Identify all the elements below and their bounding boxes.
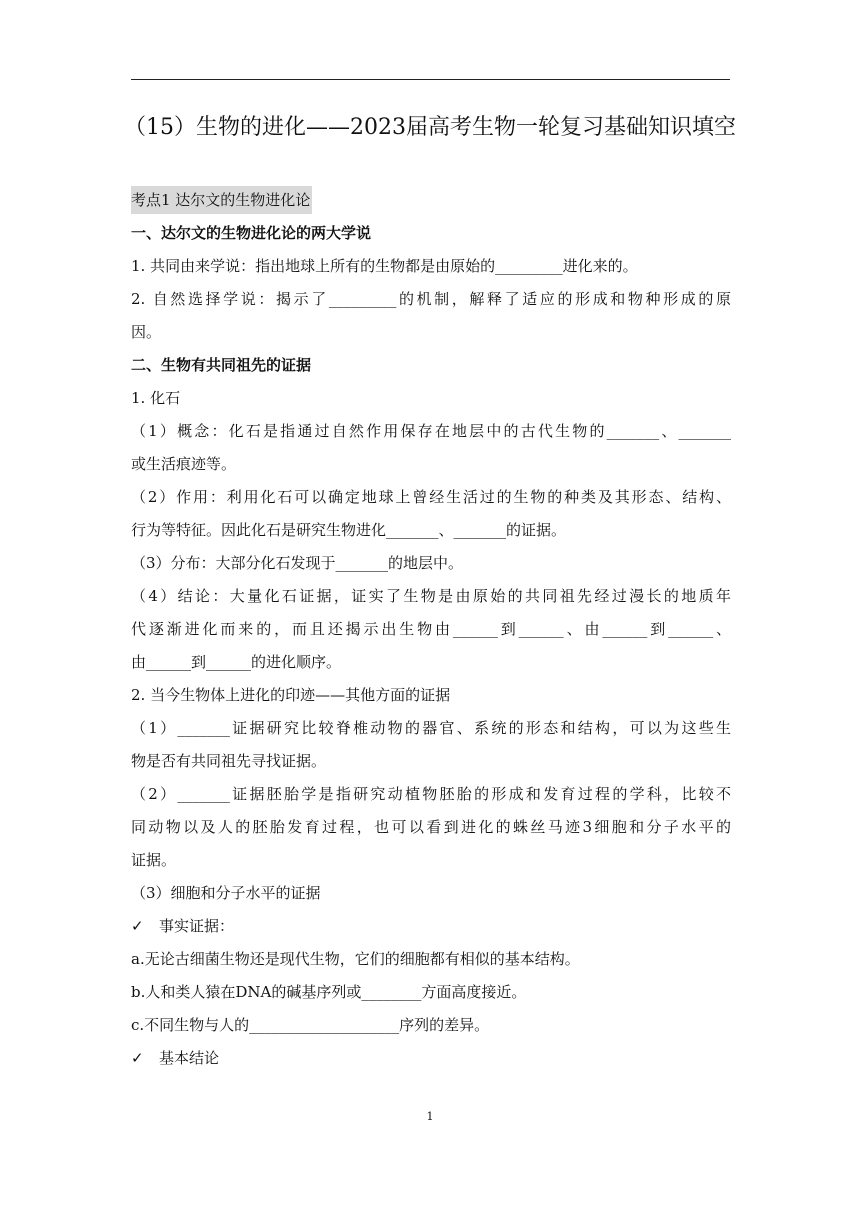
text-line [131, 1042, 731, 1075]
text-line: （4）结论：大量化石证据，证实了生物是由原始的共同祖先经过漫长的地质年 [131, 587, 731, 605]
text-line [131, 910, 731, 943]
text-line: c.不同生物与人的____________________序列的差异。 [131, 1016, 490, 1034]
text-line: （1）概念：化石是指通过自然作用保存在地层中的古代生物的_______、_______ [131, 422, 731, 440]
page-number: 1 [426, 1110, 434, 1123]
text-line: 物是否有共同祖先寻找证据。 [131, 752, 327, 770]
text-line: （2）_______证据胚胎学是指研究动植物胚胎的形成和发育过程的学科，比较不 [131, 785, 731, 803]
document-body [131, 184, 731, 1075]
text-line: 同动物以及人的胚胎发育过程，也可以看到进化的蛛丝马迹3细胞和分子水平的 [131, 818, 731, 836]
bullet-text: 事实证据： [159, 917, 235, 935]
text-line: 二、生物有共同祖先的证据 [131, 356, 312, 374]
document-title: （15）生物的进化——2023届高考生物一轮复习基础知识填空 [124, 115, 736, 140]
text-line: 行为等特征。因此化石是研究生物进化_______、_______的证据。 [131, 521, 567, 539]
text-line: （2）作用：利用化石可以确定地球上曾经生活过的生物的种类及其形态、结构、 [131, 488, 731, 506]
text-line [131, 184, 731, 217]
text-line: b.人和类人猿在DNA的碱基序列或________方面高度接近。 [131, 983, 527, 1001]
checkmark-icon: ✓ [131, 1049, 144, 1067]
text-line: 代逐渐进化而来的，而且还揭示出生物由______到______、由______到______、 [131, 620, 731, 638]
text-line: 1. 化石 [131, 389, 181, 407]
text-line: 由______到______的进化顺序。 [131, 653, 342, 671]
text-line: 1. 共同由来学说：指出地球上所有的生物都是由原始的_________进化来的。 [131, 257, 638, 275]
text-line: 证据。 [131, 851, 177, 869]
text-line: 因。 [131, 323, 162, 341]
text-line: a.无论古细菌生物还是现代生物，它们的细胞都有相似的基本结构。 [131, 950, 580, 968]
text-line: 一、达尔文的生物进化论的两大学说 [131, 224, 372, 242]
text-line: 2. 当今生物体上进化的印迹——其他方面的证据 [131, 686, 451, 704]
text-line: （1）_______证据研究比较脊椎动物的器官、系统的形态和结构，可以为这些生 [131, 719, 731, 737]
bullet-text: 基本结论 [159, 1049, 220, 1067]
text-line: 或生活痕迹等。 [131, 455, 237, 473]
text-line: 2. 自然选择学说：揭示了_________的机制，解释了适应的形成和物种形成的原 [131, 290, 731, 308]
checkmark-icon: ✓ [131, 917, 144, 935]
text-line: （3）细胞和分子水平的证据 [131, 884, 321, 902]
section-tag: 考点1 达尔文的生物进化论 [131, 186, 312, 214]
text-line: （3）分布：大部分化石发现于_______的地层中。 [131, 554, 464, 572]
header-rule [131, 79, 730, 80]
